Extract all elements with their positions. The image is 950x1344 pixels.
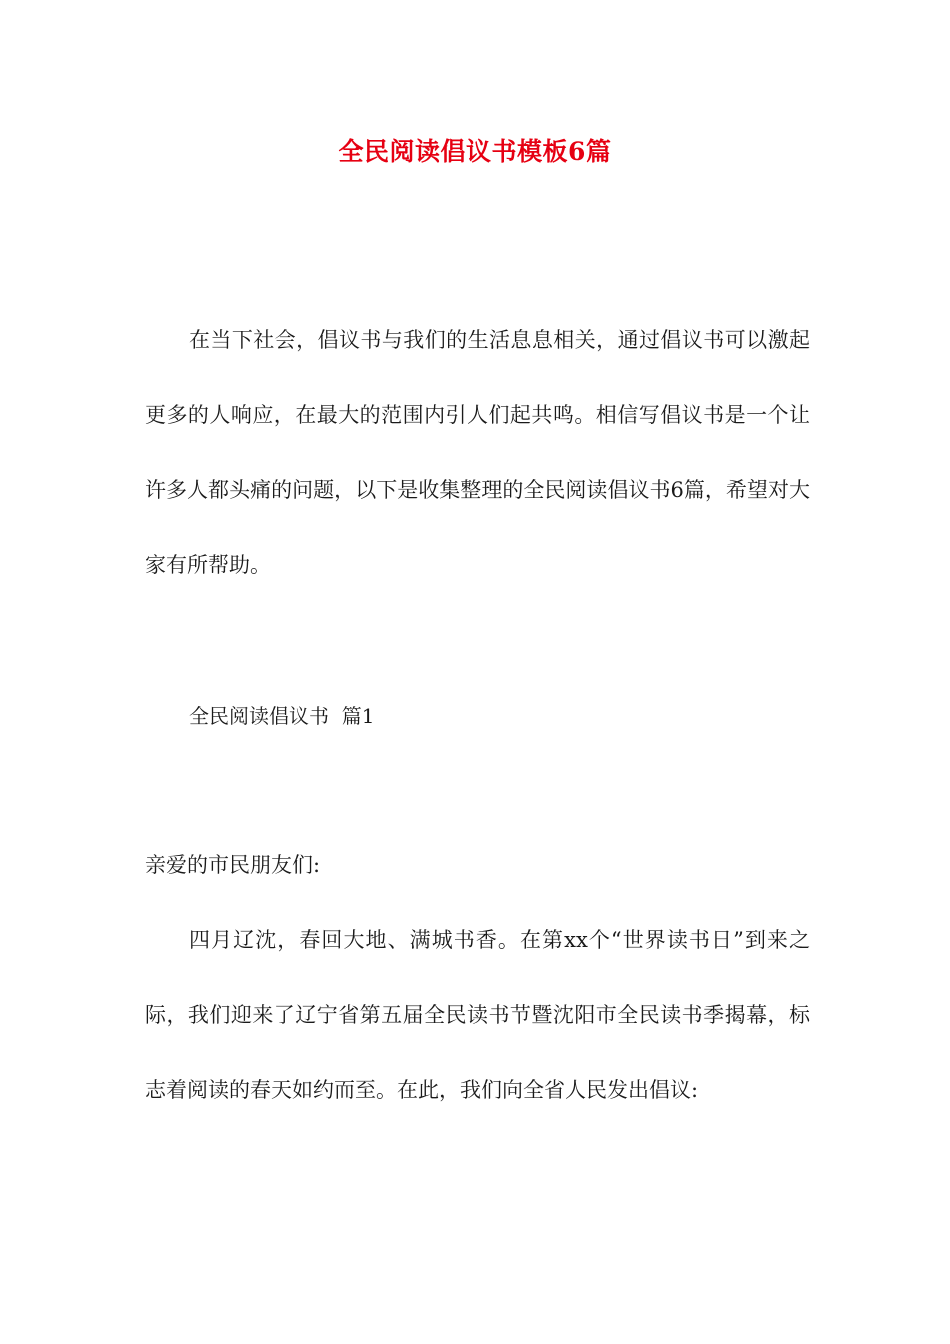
body-paragraph: 四月辽沈，春回大地、满城书香。在第xx个“世界读书日”到来之际，我们迎来了辽宁省第五届全民读书节暨沈阳市全民读书季揭幕，标志着阅读的春天如约而至。在此，我们向全省人民发出倡议: bbox=[145, 928, 810, 1102]
salutation: 亲爱的市民朋友们: bbox=[145, 853, 321, 877]
intro-paragraph: 在当下社会，倡议书与我们的生活息息相关，通过倡议书可以激起更多的人响应，在最大的范围内引人们起共鸣。相信写倡议书是一个让许多人都头痛的问题，以下是收集整理的全民阅读倡议书6篇，希望对大家有所帮助。 bbox=[145, 328, 810, 577]
document-title: 全民阅读倡议书模板6篇 bbox=[338, 137, 612, 166]
section-heading: 全民阅读倡议书 篇1 bbox=[189, 704, 375, 728]
